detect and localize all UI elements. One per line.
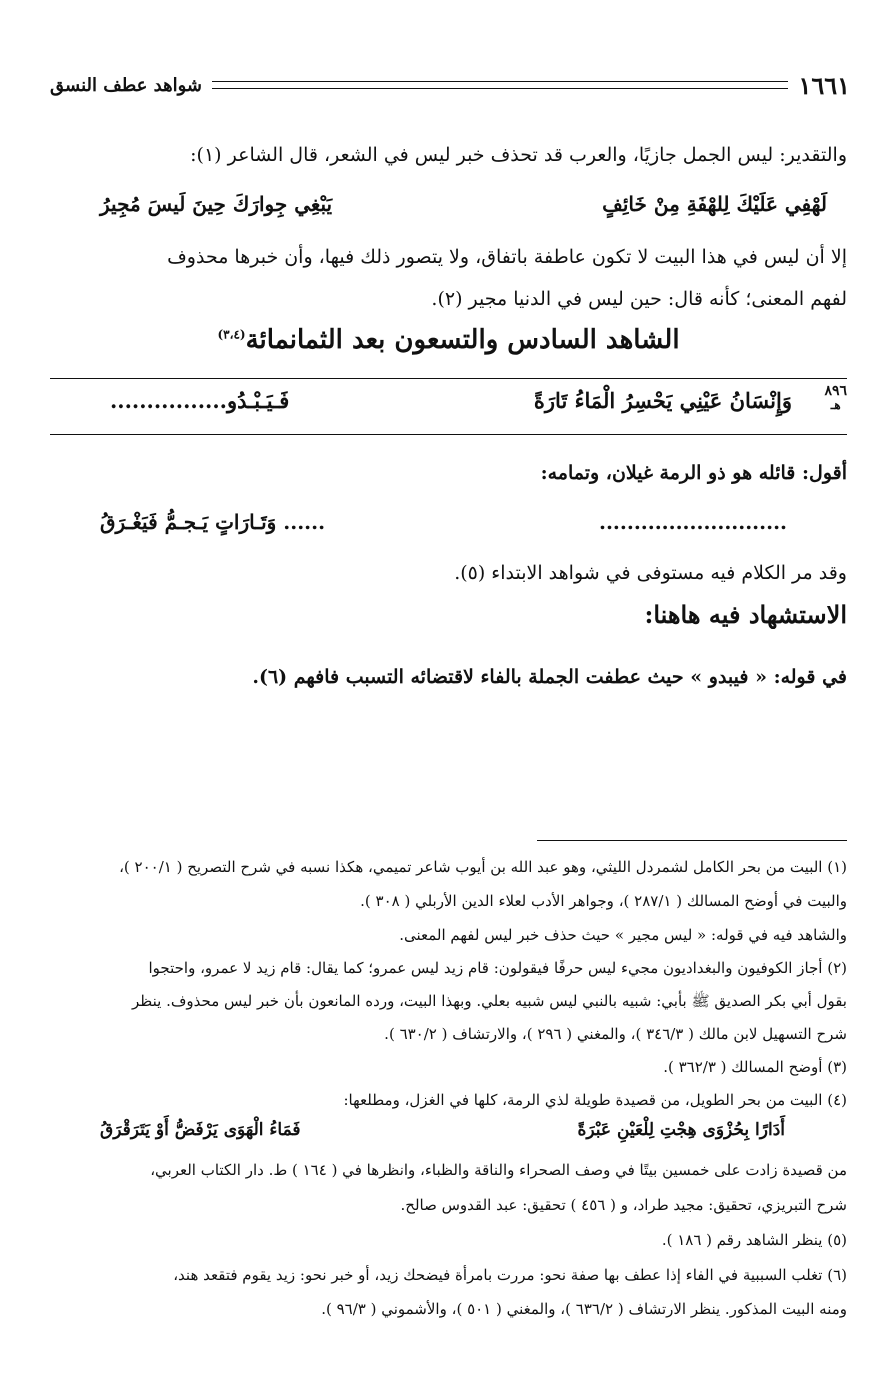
verse-top-rule [50,378,847,379]
verse-hemistich-second: فَـيَـبْـدُو................ [110,388,290,413]
paragraph-line: والتقدير: ليس الجمل جازيًا، والعرب قد تحذف خبر ليس في الشعر، قال الشاعر (١): [190,144,847,166]
header-double-rule [212,81,788,89]
footnote-line: (٥) ينظر الشاهد رقم ( ١٨٦ ). [661,1231,847,1249]
header-title: شواهد عطف النسق [50,74,202,96]
verse-hemistich-first: لَهْفِي عَلَيْكَ لِلهْفَةِ مِنْ خَائِفٍ [602,192,827,216]
footnote-line: شرح التبريزي، تحقيق: مجيد طراد، و ( ٤٥٦ ) تحقيق: عبد القدوس صالح. [400,1196,847,1214]
subheading: الاستشهاد فيه هاهنا: [644,600,847,629]
verse-number [824,384,847,412]
verse-hemistich-second: يَبْغِي جِوارَكَ حِينَ لَيسَ مُجِيرُ [100,192,333,216]
footnote-line: (١) البيت من بحر الكامل لشمردل الليثي، وهو عبد الله بن أيوب شاعر تميمي، هكذا نسبه في شرح التصريح ( ٢٠٠/١ )، [119,858,847,876]
footnote-line: والبيت في أوضح المسالك ( ٢٨٧/١ )، وجواهر الأدب لعلاء الدين الأربلي ( ٣٠٨ ). [360,892,847,910]
verse-number-value: ٨٩٦ [824,383,847,399]
footnote-line: (٣) أوضح المسالك ( ٣٦٢/٣ ). [663,1058,847,1076]
paragraph-line: أقول: قائله هو ذو الرمة غيلان، وتمامه: [540,462,847,484]
verse-hemistich-second: ...... وَتَـارَاتٍ يَـجـمُّ فَيَغْـرَقُ [100,510,326,534]
verse-hemistich-first: أَدَارًا بِحُزْوَى هِجْتِ لِلْعَيْنِ عَبْرَةً [577,1120,785,1140]
section-footnote-ref: (٣،٤) [217,327,246,342]
footnote-line: (٢) أجاز الكوفيون والبغداديون مجيء ليس حرفًا فيقولون: قام زيد ليس عمرو؛ كما يقال: قام زيد لا عمرو، واحتجوا [148,959,847,977]
verse-hemistich-first: ........................... [599,510,787,534]
footnote-line: شرح التسهيل لابن مالك ( ٣٤٦/٣ )، والمغني ( ٢٩٦ )، والارتشاف ( ٦٣٠/٢ ). [384,1025,847,1043]
running-header [50,62,850,108]
verse-hemistich-first: وَإِنْسَانُ عَيْنِي يَحْسِرُ الْمَاءُ تَارَةً [533,388,792,413]
paragraph-line: لفهم المعنى؛ كأنه قال: حين ليس في الدنيا مجير (٢). [431,288,847,310]
footnote-line: والشاهد فيه في قوله: « ليس مجير » حيث حذف خبر ليس لفهم المعنى. [399,926,847,944]
footnote-line: بقول أبي بكر الصديق ﷺ بأبي: شبيه بالنبي ليس شبيه بعلي. وبهذا البيت، ورده المانعون بأن خبر ليس محذوف. ينظر [132,992,847,1010]
section-title-text: الشاهد السادس والتسعون بعد الثمانمائة [245,325,680,355]
verse-bottom-rule [50,434,847,435]
poem-verse-1 [100,192,847,232]
verse-number-suffix: هـ [830,398,841,412]
paragraph-line: في قوله: « فيبدو » حيث عطفت الجملة بالفاء لاقتضائه التسبب فافهم (٦). [252,666,847,688]
footnote-separator [537,840,847,841]
paragraph-line: إلا أن ليس في هذا البيت لا تكون عاطفة باتفاق، ولا يتصور ذلك فيها، وأن خبرها محذوف [167,246,847,268]
shahid-verse [50,380,847,432]
footnote-line: (٦) تغلب السببية في الفاء إذا عطف بها صفة نحو: مررت بامرأة فيضحك زيد، أو خبر نحو: زيد يقوم فتقعد هند، [173,1266,847,1284]
paragraph-line: وقد مر الكلام فيه مستوفى في شواهد الابتداء (٥). [454,562,847,584]
footnote-line: ومنه البيت المذكور. ينظر الارتشاف ( ٦٣٦/٢ )، والمغني ( ٥٠١ )، والأشموني ( ٩٦/٣ ). [321,1300,847,1318]
footnote-line: (٤) البيت من بحر الطويل، من قصيدة طويلة لذي الرمة، كلها في الغزل، ومطلعها: [343,1091,847,1109]
section-title [50,325,847,355]
page-number: ١٦٦١ [798,70,850,100]
poem-verse-2 [100,510,847,550]
footnote-line: من قصيدة زادت على خمسين بيتًا في وصف الصحراء والناقة والظباء، وانظرها في ( ١٦٤ ) ط. دار الكتاب العربي، [150,1161,847,1179]
verse-hemistich-second: فَمَاءُ الْهَوَى يَرْفَضُّ أَوْ يَتَرَقْرَقُ [100,1120,301,1140]
